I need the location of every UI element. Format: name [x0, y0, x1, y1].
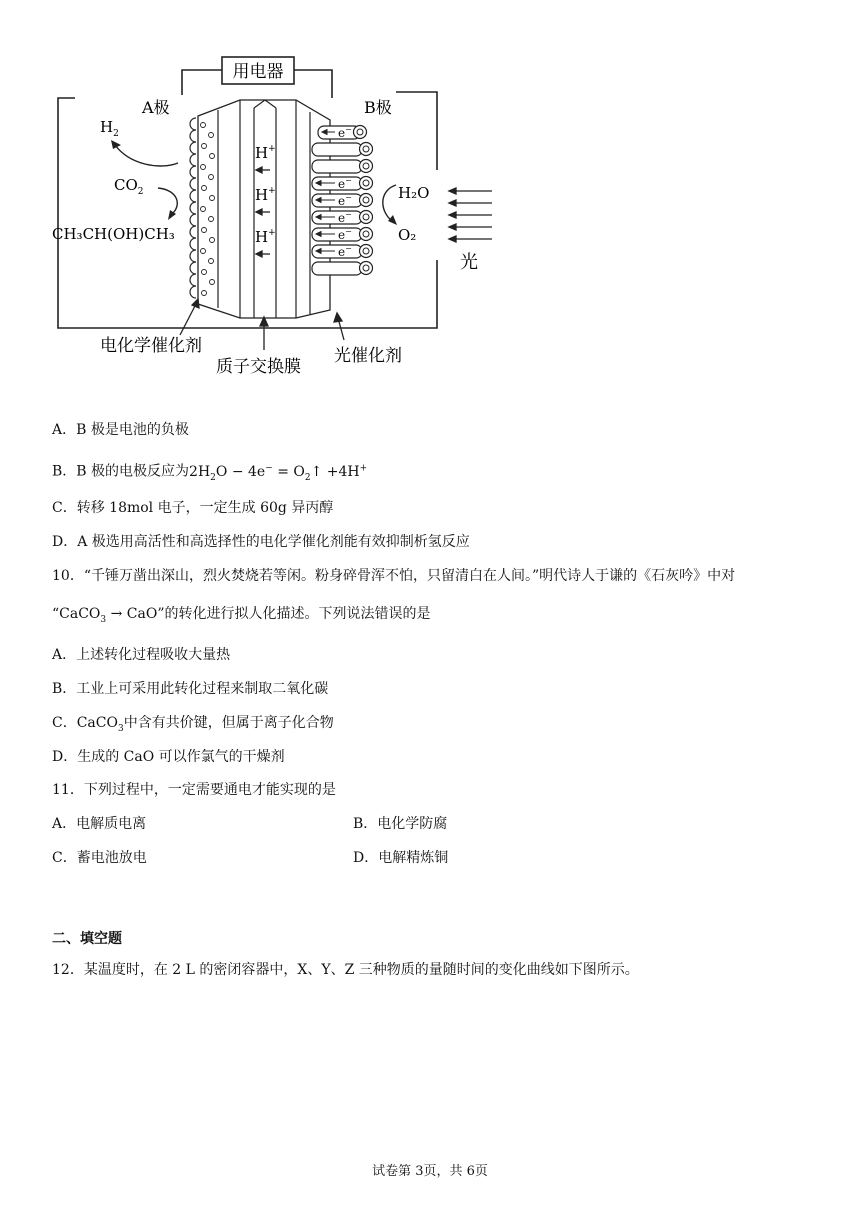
q10-option-b: B．工业上可采用此转化过程来制取二氧化碳	[52, 681, 329, 697]
appliance-label: 用电器	[232, 62, 284, 82]
electron-label-6: e−	[338, 244, 352, 259]
q11-option-d: D．电解精炼铜	[353, 850, 449, 866]
fuel-cell-diagram	[0, 0, 860, 390]
o2-label: O₂	[398, 226, 417, 244]
co2-label: $CO_2$	[114, 176, 144, 197]
q9-option-b-equation: $2H_2O - 4e^-$ = $O_2↑ +4H^+$	[189, 463, 368, 483]
h2-label: $H_2$	[100, 118, 119, 139]
electron-label-4: e−	[338, 210, 352, 225]
h-ion-label-2: H+	[255, 186, 276, 204]
q9-option-c: C．转移 18mol 电子，一定生成 60g 异丙醇	[52, 500, 334, 516]
electron-label-2: e−	[338, 176, 352, 191]
h-ion-label-3: H+	[255, 228, 276, 246]
ec-catalyst-label: 电化学催化剂	[100, 336, 202, 356]
q11-stem: 11．下列过程中，一定需要通电才能实现的是	[52, 782, 336, 798]
electron-label-3: e−	[338, 193, 352, 208]
q10-option-a: A．上述转化过程吸收大量热	[52, 647, 231, 663]
electrode-a-label: A极	[142, 98, 170, 117]
q12-stem: 12．某温度时，在 2 L 的密闭容器中，X、Y、Z 三种物质的量随时间的变化曲线如下图所示。	[52, 962, 639, 978]
electron-label-1: e−	[338, 125, 352, 140]
membrane-label: 质子交换膜	[216, 357, 301, 377]
q11-option-c: C．蓄电池放电	[52, 850, 147, 866]
section-title: 二、填空题	[52, 931, 122, 947]
q9-option-b: B．B 极的电极反应为$2H_2O - 4e^-$ = $O_2↑ +4H^+$	[52, 463, 368, 483]
h2o-label: H₂O	[398, 184, 430, 202]
q9-option-d: D．A 极选用高活性和高选择性的电化学催化剂能有效抑制析氢反应	[52, 534, 470, 550]
electrode-b-label: B极	[364, 98, 392, 117]
light-label: 光	[460, 252, 478, 273]
q10-stem-line1: 10．“千锤万凿出深山，烈火焚烧若等闲。粉身碎骨浑不怕，只留清白在人间。”明代诗人于谦的《石灰吟》中对	[52, 568, 736, 584]
photo-catalyst-label: 光催化剂	[334, 346, 402, 366]
page-footer: 试卷第 3页，共 6页	[372, 1164, 488, 1179]
q9-option-a: A．B 极是电池的负极	[52, 422, 189, 438]
q11-option-b: B．电化学防腐	[353, 816, 448, 832]
h-ion-label-1: H+	[255, 144, 276, 162]
isopropanol-label: CH₃CH(OH)CH₃	[52, 225, 175, 243]
q10-option-d: D．生成的 CaO 可以作氯气的干燥剂	[52, 749, 285, 765]
q10-option-c: C．CaCO$_3$中含有共价键，但属于离子化合物	[52, 715, 334, 734]
q11-option-a: A．电解质电离	[52, 816, 147, 832]
q10-stem-line2: “CaCO$_3$ → CaO”的转化进行拟人化描述。下列说法错误的是	[52, 606, 431, 625]
electron-label-5: e−	[338, 227, 352, 242]
